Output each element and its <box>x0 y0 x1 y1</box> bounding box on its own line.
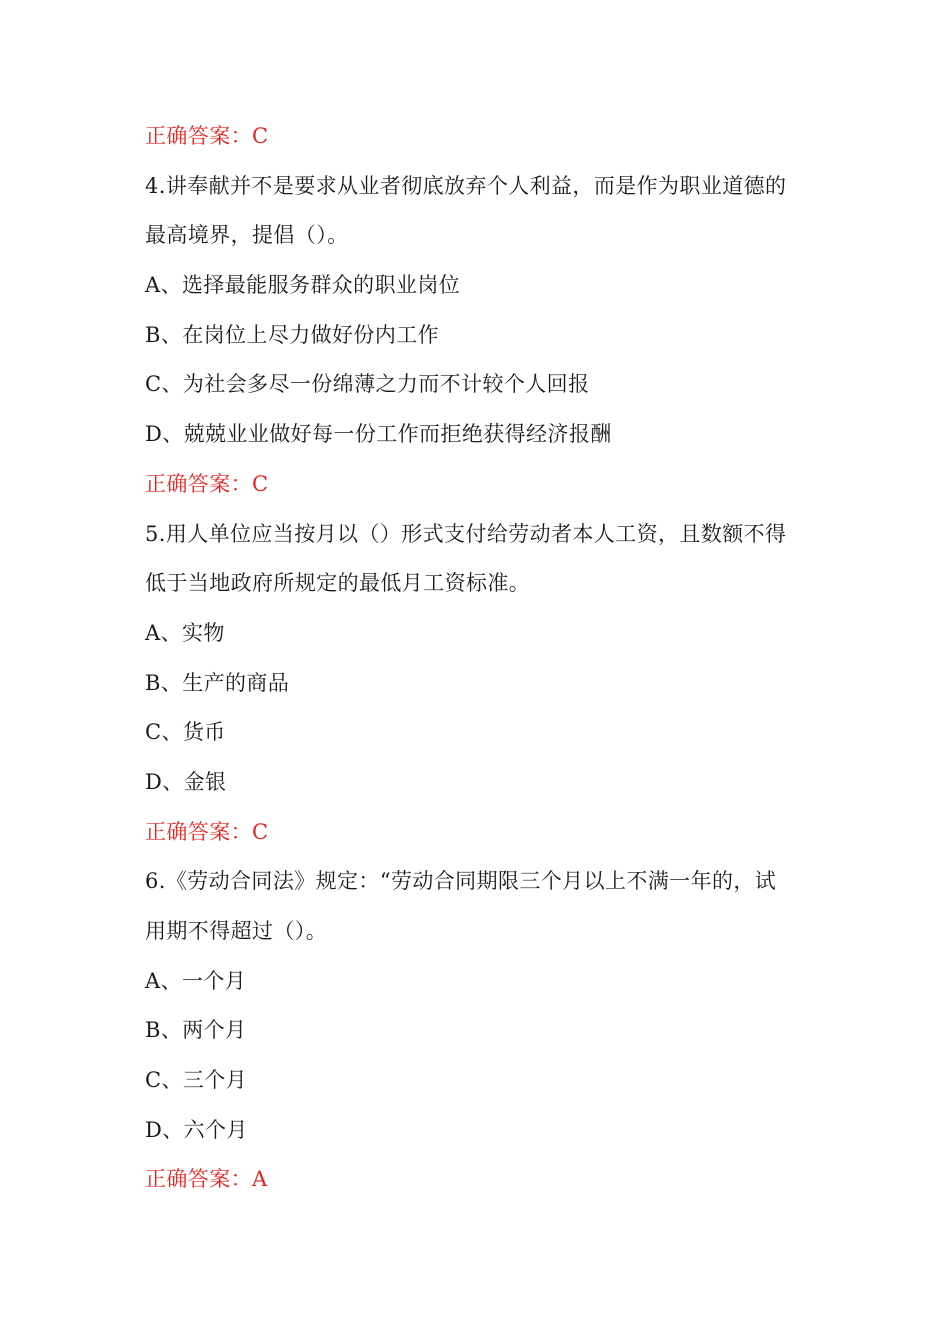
answer-value: C <box>252 819 269 844</box>
answer-line-q5 <box>145 808 815 858</box>
answer-label: 正确答案： <box>145 1167 252 1192</box>
question-4-option-c: C、为社会多尽一份绵薄之力而不计较个人回报 <box>145 372 590 397</box>
question-5-option-a: A、实物 <box>145 620 225 645</box>
question-4-option-b: B、在岗位上尽力做好份内工作 <box>145 322 440 347</box>
answer-value: A <box>252 1167 268 1192</box>
answer-value: C <box>252 124 269 148</box>
answer-line-q4 <box>145 460 815 510</box>
question-6-option-d: D、六个月 <box>145 1117 248 1142</box>
question-6-stem-line-2: 用期不得超过（）。 <box>145 919 328 943</box>
question-6-option-b: B、两个月 <box>145 1018 247 1043</box>
question-6-option-c: C、三个月 <box>145 1068 248 1093</box>
question-5-option-b: B、生产的商品 <box>145 670 290 695</box>
document-page <box>145 112 815 1205</box>
question-5-stem-line-1: 5.用人单位应当按月以（）形式支付给劳动者本人工资，且数额不得 <box>145 521 787 546</box>
answer-line-q3 <box>145 112 815 162</box>
answer-label: 正确答案： <box>145 819 252 844</box>
answer-label: 正确答案： <box>145 471 252 496</box>
question-6-stem-line-1: 6.《劳动合同法》规定：“劳动合同期限三个月以上不满一年的，试 <box>145 869 777 894</box>
question-5-stem-line-2: 低于当地政府所规定的最低月工资标准。 <box>145 571 531 596</box>
answer-value: C <box>252 471 269 496</box>
question-6-option-a: A、一个月 <box>145 968 247 993</box>
question-4-stem-line-1: 4.讲奉献并不是要求从业者彻底放弃个人利益，而是作为职业道德的 <box>145 173 787 198</box>
answer-label: 正确答案： <box>145 124 252 148</box>
question-5-option-d: D、金银 <box>145 769 227 794</box>
question-5-option-c: C、货币 <box>145 720 226 745</box>
question-4-option-d: D、兢兢业业做好每一份工作而拒绝获得经济报酬 <box>145 422 612 447</box>
question-4-stem-line-2: 最高境界，提倡（）。 <box>145 223 349 248</box>
answer-line-q6 <box>145 1155 815 1205</box>
question-4-option-a: A、选择最能服务群众的职业岗位 <box>145 273 461 298</box>
